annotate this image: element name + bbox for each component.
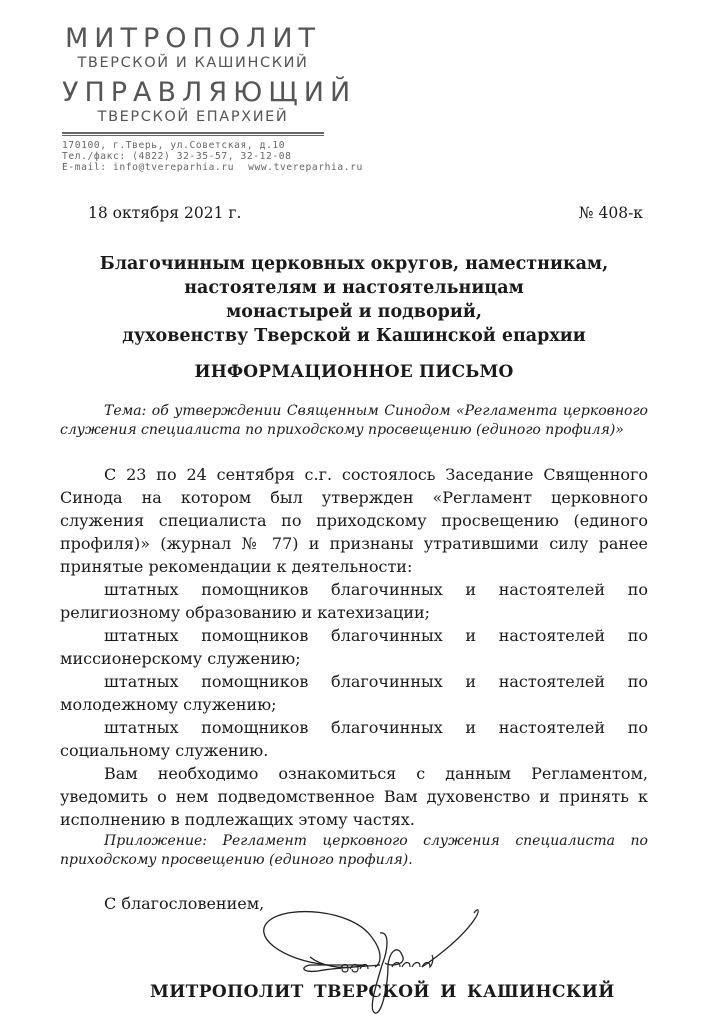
addressee-line: монастырей и подворий, bbox=[226, 302, 482, 322]
addressee-block bbox=[60, 252, 648, 348]
body-list-item: штатных помощников благочинных и настоятелей по миссионерскому служению; bbox=[60, 626, 648, 668]
letterhead-website[interactable]: www.tvereparhia.ru bbox=[248, 162, 363, 173]
document-meta bbox=[88, 204, 643, 222]
letterhead-email: E-mail: info@tvereparhia.ru bbox=[62, 162, 235, 173]
letterhead bbox=[62, 23, 363, 173]
document-number: № 408-к bbox=[578, 204, 643, 222]
body-list-item: штатных помощников благочинных и настоятелей по социальному служению. bbox=[60, 718, 648, 760]
letterhead-subtitle-2: ТВЕРСКОЙ ЕПАРХИЕЙ bbox=[97, 109, 289, 125]
addressee-line: Благочинным церковных округов, наместникам, bbox=[99, 254, 609, 274]
handwritten-signature bbox=[240, 905, 500, 1025]
appendix-note: Приложение: Регламент церковного служения специалиста по приходскому просвещению (единого профиля). bbox=[60, 833, 648, 868]
closing-phrase: С благословением, bbox=[104, 894, 265, 913]
document-subject: Тема: об утверждении Священным Синодом «Регламента церковного служения специалиста по приходскому просвещению (единого профиля)» bbox=[60, 403, 648, 438]
letterhead-divider bbox=[62, 132, 324, 136]
body-list-item: штатных помощников благочинных и настоятелей по молодежному служению; bbox=[60, 672, 648, 714]
letterhead-address: 170100, г.Тверь, ул.Советская, д.10 bbox=[62, 140, 286, 151]
letterhead-phone: Тел./факс: (4822) 32-35-57, 32-12-08 bbox=[62, 151, 292, 162]
letterhead-subtitle: ТВЕРСКОЙ И КАШИНСКИЙ bbox=[77, 55, 309, 71]
body-intro: С 23 по 24 сентября с.г. состоялось Заседание Священного Синода на котором был утвержден «Регламент церковного служения специалиста по приходскому просвещению (единого профиля)» (журнал № 77) и признаны утратившими силу ранее принятые рекомендации к деятельности: bbox=[60, 465, 648, 576]
addressee-line: духовенству Тверской и Кашинской епархии bbox=[122, 326, 586, 346]
body-list-item: штатных помощников благочинных и настоятелей по религиозному образованию и катехизации; bbox=[60, 580, 648, 622]
letterhead-title: МИТРОПОЛИТ bbox=[64, 23, 322, 54]
addressee-line: настоятелям и настоятельницам bbox=[184, 278, 524, 298]
signer-title: МИТРОПОЛИТ ТВЕРСКОЙ И КАШИНСКИЙ bbox=[150, 982, 615, 1002]
letterhead-contacts bbox=[62, 140, 363, 173]
letterhead-title-2: УПРАВЛЯЮЩИЙ bbox=[62, 77, 357, 108]
document-title: ИНФОРМАЦИОННОЕ ПИСЬМО bbox=[194, 362, 514, 382]
body-instruction: Вам необходимо ознакомиться с данным Регламентом, уведомить о нем подведомственное Вам духовенство и принять к исполнению в подлежащих этому частях. bbox=[60, 764, 648, 829]
document-date: 18 октября 2021 г. bbox=[88, 204, 242, 222]
document-body bbox=[60, 463, 648, 831]
